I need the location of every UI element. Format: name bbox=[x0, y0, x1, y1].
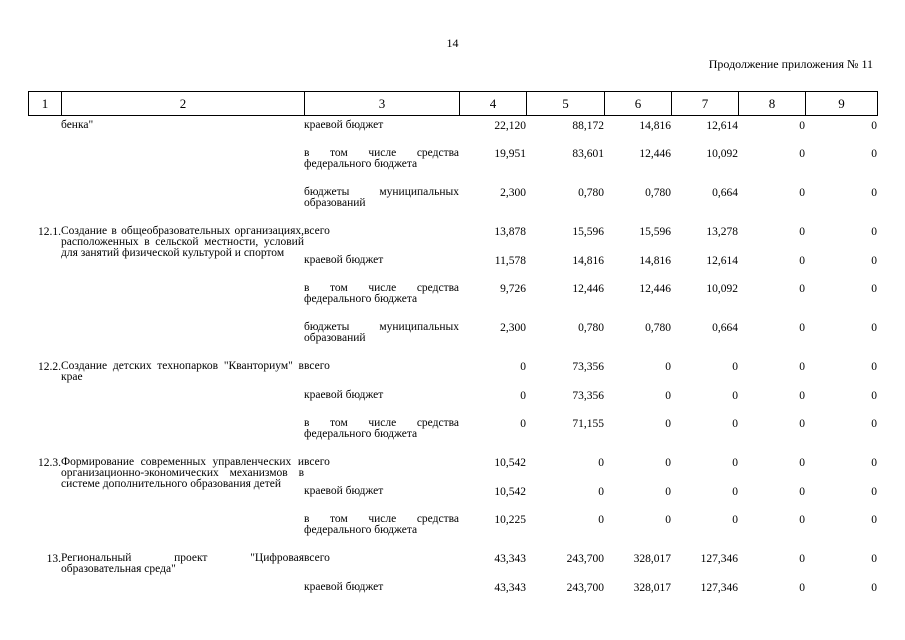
table-row bbox=[28, 120, 877, 148]
value-col-7: 12,614 bbox=[706, 255, 738, 267]
value-col-7: 12,614 bbox=[706, 120, 738, 132]
value-col-4: 10,542 bbox=[494, 486, 526, 498]
value-col-7: 127,346 bbox=[700, 553, 738, 565]
value-col-6: 14,816 bbox=[639, 255, 671, 267]
value-col-5: 0,780 bbox=[578, 322, 604, 334]
value-col-7: 0 bbox=[732, 390, 738, 402]
value-col-4: 22,120 bbox=[494, 120, 526, 132]
item-name: бенка" bbox=[61, 119, 94, 131]
value-col-9: 0 bbox=[871, 148, 877, 160]
value-col-6: 12,446 bbox=[639, 148, 671, 160]
column-header-5: 5 bbox=[527, 92, 605, 116]
funding-source: всего bbox=[304, 552, 330, 564]
funding-source: краевой бюджет bbox=[304, 254, 384, 266]
value-col-9: 0 bbox=[871, 418, 877, 430]
value-col-4: 19,951 bbox=[494, 148, 526, 160]
value-col-4: 2,300 bbox=[500, 187, 526, 199]
value-col-5: 0 bbox=[598, 486, 604, 498]
table-row bbox=[28, 226, 877, 255]
value-col-8: 0 bbox=[799, 187, 805, 199]
value-col-6: 0 bbox=[665, 514, 671, 526]
value-col-8: 0 bbox=[799, 418, 805, 430]
value-col-4: 43,343 bbox=[494, 582, 526, 594]
value-col-9: 0 bbox=[871, 226, 877, 238]
value-col-6: 0,780 bbox=[645, 322, 671, 334]
item-number: 12.2. bbox=[38, 361, 61, 373]
value-col-6: 0 bbox=[665, 486, 671, 498]
value-col-5: 0,780 bbox=[578, 187, 604, 199]
column-header-2: 2 bbox=[62, 92, 305, 116]
value-col-7: 0,664 bbox=[712, 322, 738, 334]
table-row bbox=[28, 457, 877, 486]
value-col-7: 127,346 bbox=[700, 582, 738, 594]
value-col-6: 0 bbox=[665, 390, 671, 402]
value-col-9: 0 bbox=[871, 187, 877, 199]
value-col-4: 43,343 bbox=[494, 553, 526, 565]
value-col-8: 0 bbox=[799, 322, 805, 334]
funding-source: бюджеты муниципальных образований bbox=[304, 321, 459, 344]
value-col-9: 0 bbox=[871, 514, 877, 526]
value-col-5: 83,601 bbox=[572, 148, 604, 160]
funding-source: краевой бюджет bbox=[304, 485, 384, 497]
value-col-6: 15,596 bbox=[639, 226, 671, 238]
column-header-4: 4 bbox=[460, 92, 527, 116]
value-col-5: 243,700 bbox=[566, 582, 604, 594]
funding-source: всего bbox=[304, 456, 330, 468]
value-col-4: 11,578 bbox=[494, 255, 526, 267]
value-col-7: 0 bbox=[732, 457, 738, 469]
value-col-9: 0 bbox=[871, 553, 877, 565]
item-name: Создание в общеобразовательных организациях, расположенных в сельской местности, условий для занятий физической культурой и спортом bbox=[61, 225, 304, 259]
value-col-5: 88,172 bbox=[572, 120, 604, 132]
value-col-8: 0 bbox=[799, 120, 805, 132]
value-col-8: 0 bbox=[799, 283, 805, 295]
value-col-5: 14,816 bbox=[572, 255, 604, 267]
funding-source: всего bbox=[304, 360, 330, 372]
funding-source: в том числе средства федерального бюджета bbox=[304, 147, 459, 170]
value-col-9: 0 bbox=[871, 283, 877, 295]
value-col-4: 10,542 bbox=[494, 457, 526, 469]
value-col-6: 0 bbox=[665, 361, 671, 373]
value-col-4: 0 bbox=[520, 418, 526, 430]
funding-source: всего bbox=[304, 225, 330, 237]
value-col-9: 0 bbox=[871, 486, 877, 498]
value-col-6: 0,780 bbox=[645, 187, 671, 199]
value-col-4: 10,225 bbox=[494, 514, 526, 526]
value-col-6: 0 bbox=[665, 418, 671, 430]
value-col-8: 0 bbox=[799, 390, 805, 402]
value-col-4: 9,726 bbox=[500, 283, 526, 295]
value-col-8: 0 bbox=[799, 148, 805, 160]
value-col-9: 0 bbox=[871, 457, 877, 469]
table-row bbox=[28, 361, 877, 390]
value-col-7: 0,664 bbox=[712, 187, 738, 199]
column-header-row bbox=[29, 92, 878, 116]
value-col-8: 0 bbox=[799, 226, 805, 238]
value-col-5: 73,356 bbox=[572, 361, 604, 373]
funding-source: краевой бюджет bbox=[304, 119, 384, 131]
column-header-3: 3 bbox=[305, 92, 460, 116]
value-col-8: 0 bbox=[799, 553, 805, 565]
value-col-4: 0 bbox=[520, 390, 526, 402]
value-col-4: 0 bbox=[520, 361, 526, 373]
item-name: Региональный проект "Цифровая образовательная среда" bbox=[61, 552, 304, 575]
column-header-7: 7 bbox=[672, 92, 739, 116]
value-col-9: 0 bbox=[871, 255, 877, 267]
value-col-6: 328,017 bbox=[633, 553, 671, 565]
value-col-6: 328,017 bbox=[633, 582, 671, 594]
value-col-8: 0 bbox=[799, 457, 805, 469]
value-col-7: 0 bbox=[732, 514, 738, 526]
page-number: 14 bbox=[446, 36, 459, 50]
column-header-8: 8 bbox=[739, 92, 806, 116]
value-col-5: 0 bbox=[598, 514, 604, 526]
value-col-7: 0 bbox=[732, 486, 738, 498]
column-header-1: 1 bbox=[29, 92, 62, 116]
value-col-5: 15,596 bbox=[572, 226, 604, 238]
value-col-6: 14,816 bbox=[639, 120, 671, 132]
funding-source: в том числе средства федерального бюджета bbox=[304, 513, 459, 536]
budget-table bbox=[28, 120, 877, 610]
value-col-4: 2,300 bbox=[500, 322, 526, 334]
value-col-7: 13,278 bbox=[706, 226, 738, 238]
value-col-8: 0 bbox=[799, 582, 805, 594]
funding-source: в том числе средства федерального бюджета bbox=[304, 417, 459, 440]
item-name: Создание детских технопарков "Кванториум" в крае bbox=[61, 360, 304, 383]
value-col-8: 0 bbox=[799, 361, 805, 373]
value-col-5: 12,446 bbox=[572, 283, 604, 295]
item-number: 12.1. bbox=[38, 226, 61, 238]
value-col-5: 243,700 bbox=[566, 553, 604, 565]
column-header-table bbox=[28, 91, 878, 116]
value-col-8: 0 bbox=[799, 255, 805, 267]
value-col-9: 0 bbox=[871, 361, 877, 373]
appendix-continuation-title: Продолжение приложения № 11 bbox=[708, 57, 873, 71]
value-col-7: 10,092 bbox=[706, 148, 738, 160]
value-col-6: 0 bbox=[665, 457, 671, 469]
item-number: 12.3. bbox=[38, 457, 61, 469]
funding-source: бюджеты муниципальных образований bbox=[304, 186, 459, 209]
value-col-8: 0 bbox=[799, 486, 805, 498]
value-col-7: 10,092 bbox=[706, 283, 738, 295]
value-col-5: 0 bbox=[598, 457, 604, 469]
funding-source: краевой бюджет bbox=[304, 389, 384, 401]
value-col-5: 71,155 bbox=[572, 418, 604, 430]
value-col-7: 0 bbox=[732, 361, 738, 373]
value-col-9: 0 bbox=[871, 322, 877, 334]
value-col-4: 13,878 bbox=[494, 226, 526, 238]
column-header-9: 9 bbox=[806, 92, 878, 116]
funding-source: краевой бюджет bbox=[304, 581, 384, 593]
table-row bbox=[28, 553, 877, 582]
value-col-5: 73,356 bbox=[572, 390, 604, 402]
item-name: Формирование современных управленческих и организационно-экономических механизмов в системе дополнительного образования детей bbox=[61, 456, 304, 490]
value-col-8: 0 bbox=[799, 514, 805, 526]
value-col-9: 0 bbox=[871, 120, 877, 132]
item-number bbox=[28, 120, 61, 226]
value-col-9: 0 bbox=[871, 390, 877, 402]
value-col-6: 12,446 bbox=[639, 283, 671, 295]
funding-source: в том числе средства федерального бюджета bbox=[304, 282, 459, 305]
item-number: 13. bbox=[46, 553, 61, 565]
value-col-9: 0 bbox=[871, 582, 877, 594]
column-header-6: 6 bbox=[605, 92, 672, 116]
value-col-7: 0 bbox=[732, 418, 738, 430]
